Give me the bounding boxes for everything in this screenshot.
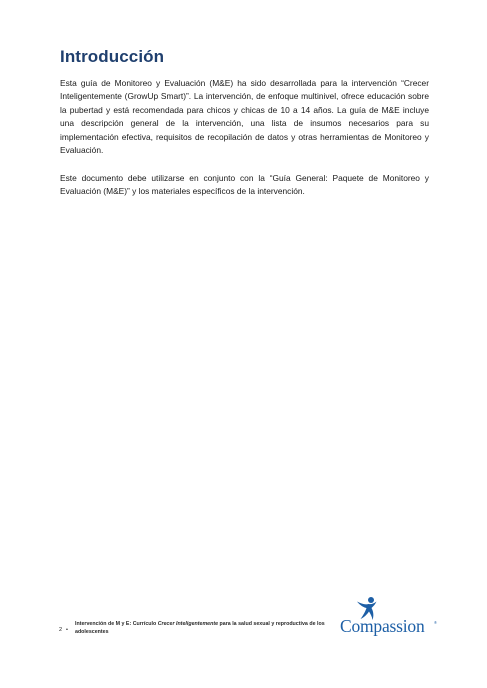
footer-bullet: • [66, 627, 68, 633]
intro-paragraph-2: Este documento debe utilizarse en conjunto con la “Guía General: Paquete de Monitoreo y Evaluación (M&E)” y los materiales específicos de la intervención. [60, 173, 429, 197]
page-title: Introducción [60, 47, 165, 66]
footer-caption-part1: Intervención de M y E: Currículo [75, 621, 158, 627]
footer-caption-part2: para la salud sexual y reproductiva de los adolescentes [75, 621, 325, 635]
compassion-wordmark: Compassion [340, 616, 425, 636]
page-number: 2 [59, 627, 63, 633]
compassion-logo [340, 596, 440, 640]
footer-caption [75, 620, 330, 636]
intro-paragraph-1: Esta guía de Monitoreo y Evaluación (M&E) ha sido desarrollada para la intervención “Crecer Inteligentemente (GrowUp Smart)”. La intervención, de enfoque multinivel, ofrece educación sobre la pubertad y está recomendada para chicos y chicas de 10 a 14 años. La guía de M&E incluye una descripción general de la intervención, una lista de insumos necesarios para su implementación efectiva, requisitos de recopilación de datos y otras herramientas de Monitoreo y Evaluación. [60, 78, 429, 156]
footer-caption-italic: Crecer Inteligentemente [157, 621, 219, 627]
registered-mark: ® [434, 620, 437, 625]
